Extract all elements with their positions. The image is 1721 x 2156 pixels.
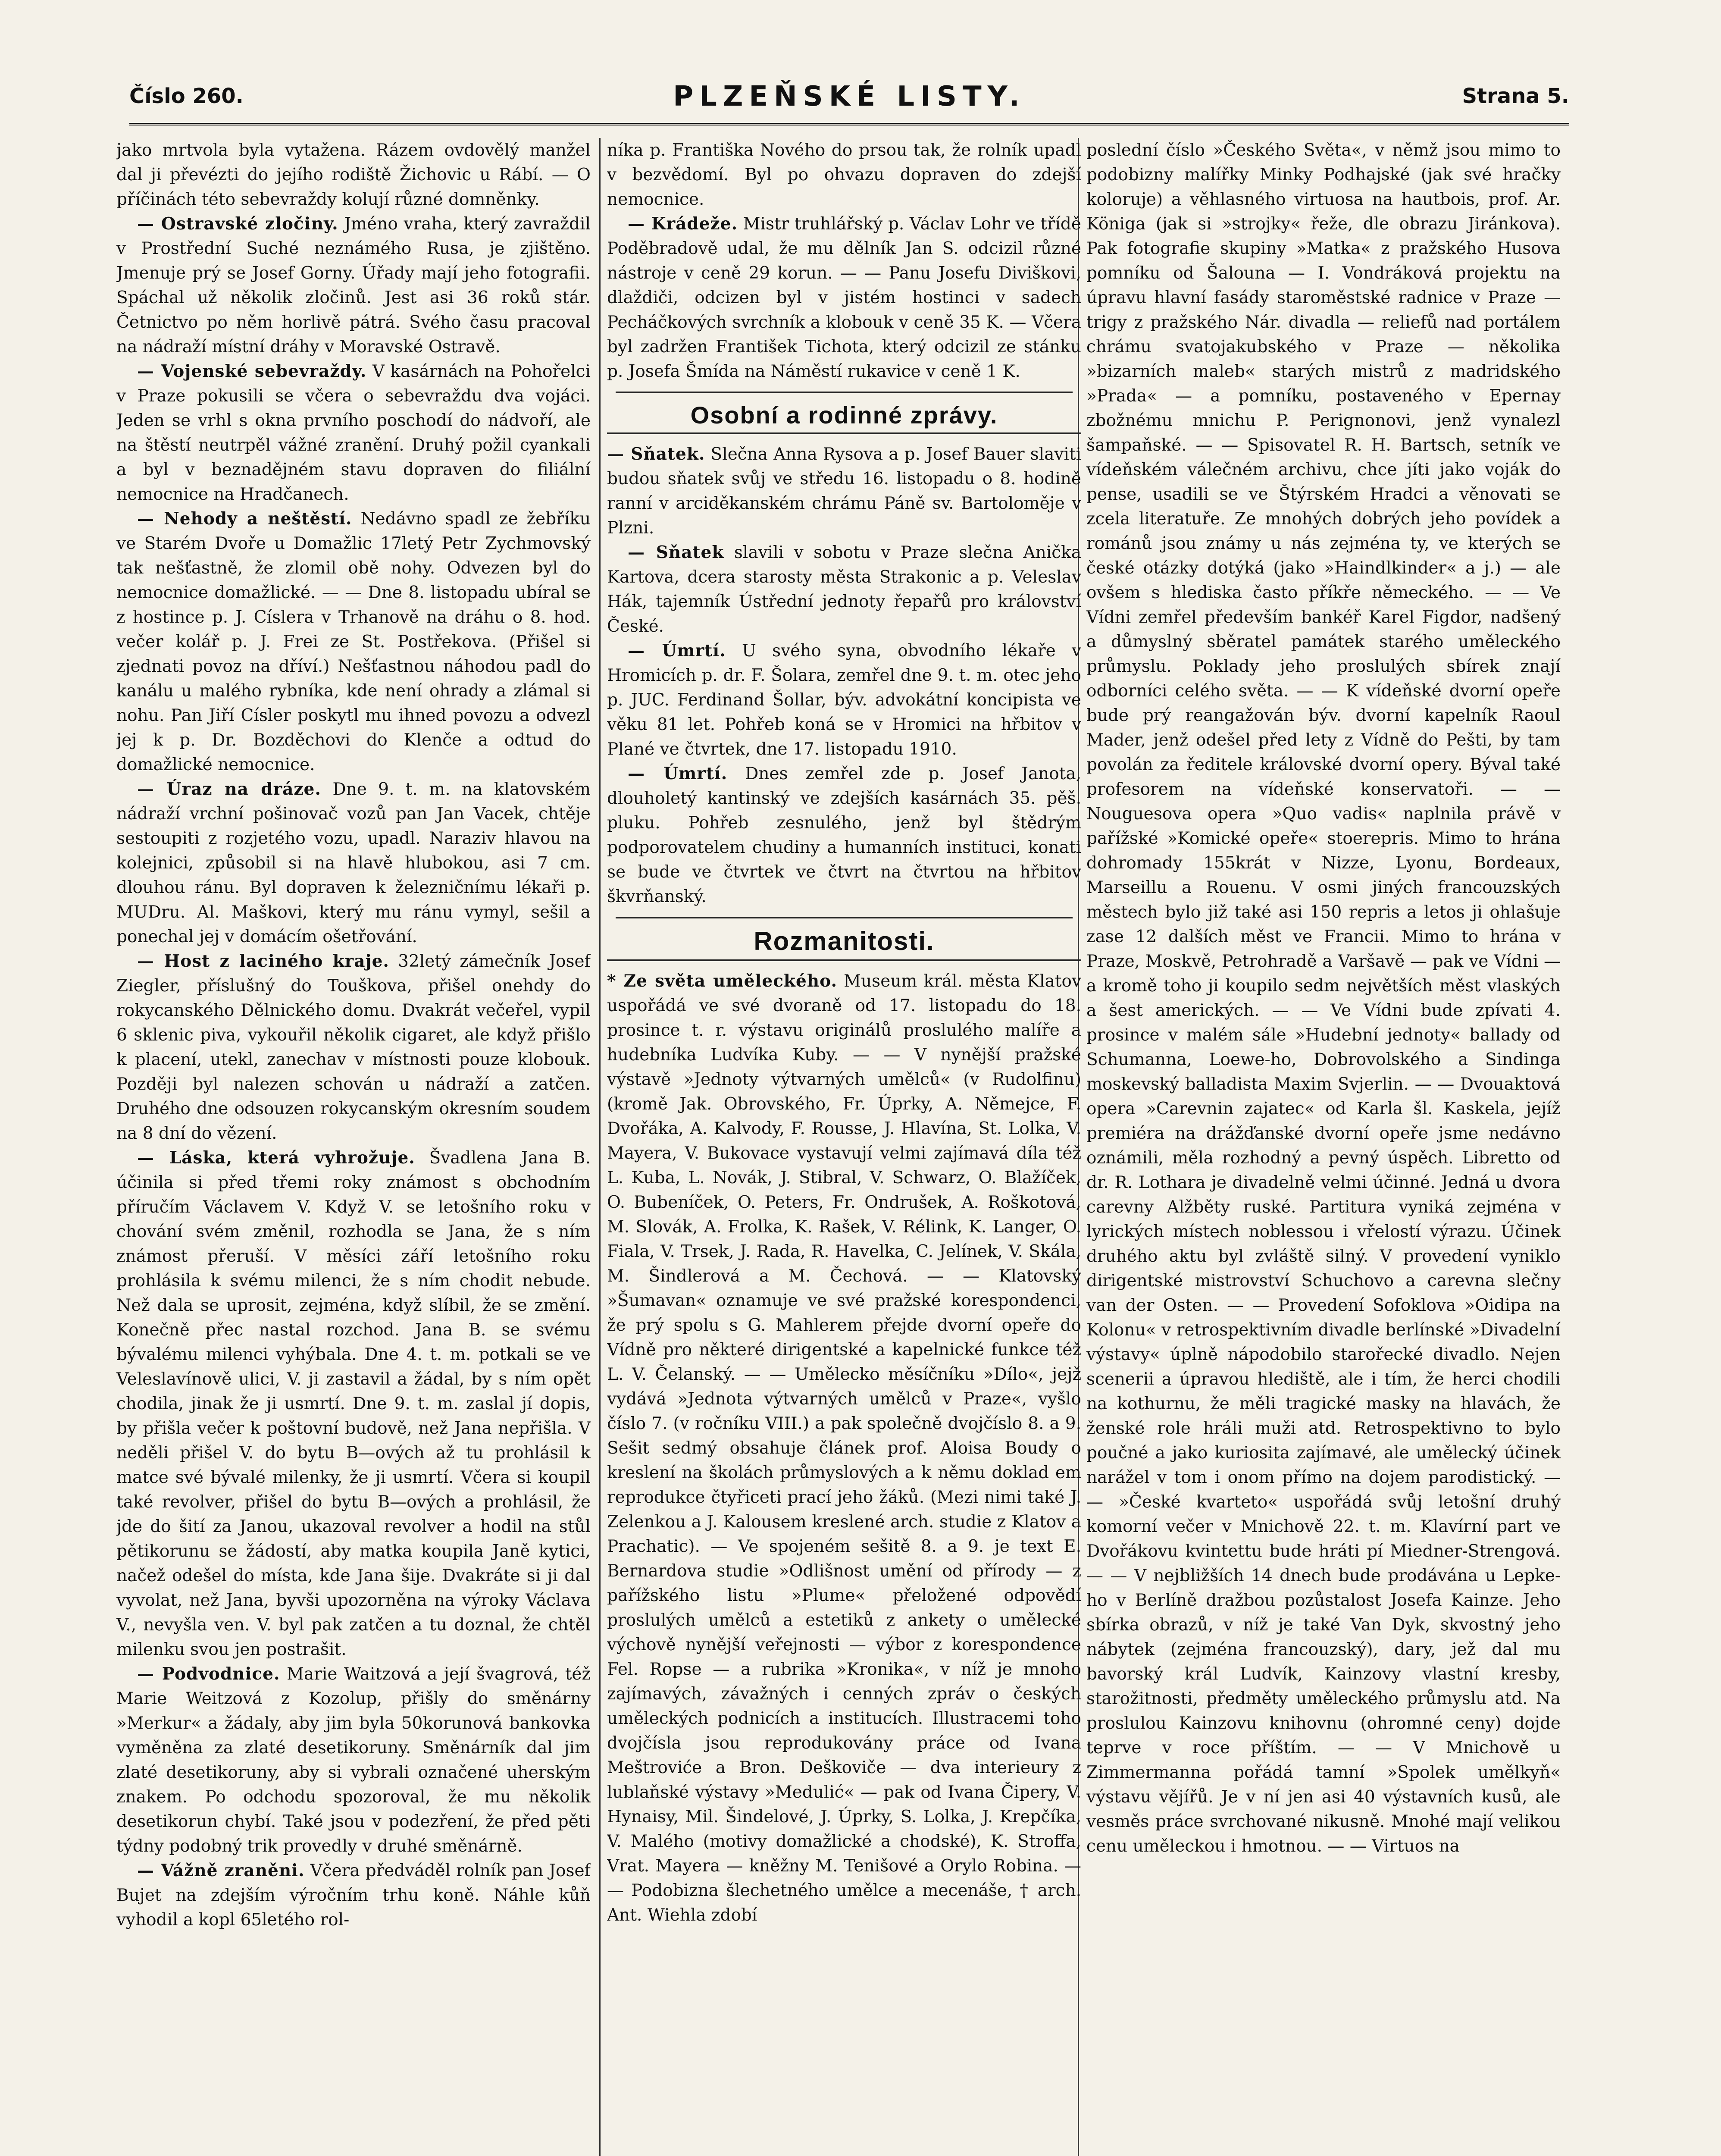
section-heading-miscellany: Rozmanitosti. [607,926,1081,961]
article-heading: — Úmrtí. [628,641,726,661]
article-heading: — Úraz na dráze. [137,779,321,799]
article-heading: — Nehody a neštěstí. [137,509,352,529]
newspaper-title: PLZEŇSKÉ LISTY. [673,81,1026,113]
article-text: Dnes zemřel zde p. Josef Janota, dlouholetý kantinský ve zdejších kasárnách 35. pěš. pluku. Pohřeb zesnulého, jenž byl štědrým podporovatelem chudiny a humanních instituci, konati se bude ve čtvrtek ve čtvrt na čtvrtou na hřbitov škvrňanský. [607,764,1081,906]
column-2-mid [607,442,1081,909]
masthead [129,81,1569,114]
article-text: Nedávno spadl ze žebříku ve Starém Dvoře u Domažlic 17letý Petr Zychmovský tak nešťastně, že zlomil obě nohy. Odvezen byl do nemocnice domažlické. — — Dne 8. listopadu ubíral se z hostince p. J. Císlera v Trhanově na dráhu o 8. hod. večer kolář p. J. Frei ze St. Postřekova. (Přišel si zjednati povoz na dříví.) Nešťastnou náhodou padl do kanálu u malého rybníka, kde není ohrady a zlámal si nohu. Pan Jiří Císler poskytl mu ihned povozu a odvezl jej k p. Dr. Bozděchovi do Klenče a odtud do domažlické nemocnice. [116,509,591,774]
article-heading: — Host z laciného kraje. [137,951,389,971]
article-heading: — Vojenské sebevraždy. [137,361,367,381]
article-paragraph [116,212,591,359]
column-2-bottom [607,969,1081,1927]
section-divider [616,917,1073,918]
issue-number: Číslo 260. [129,84,244,108]
article-heading: — Sňatek [628,542,724,562]
article-heading: — Krádeže. [628,214,738,234]
column-separator [599,138,601,2156]
article-text: V kasárnách na Pohořelci v Praze pokusili se včera o sebevraždu dva vojáci. Jeden se vrhl s okna prvního poschodí do nádvoří, ale na štěstí neutrpěl vážné zranění. Druhý požil cyankali a byl v beznadějném stavu dopraven do filiální nemocnice na Hradčanech. [116,362,591,504]
column-2 [607,138,1081,2156]
article-text: 32letý zámečník Josef Ziegler, příslušný do Touškova, přišel onehdy do rokycanského Dělnického domu. Dvakrát večeřel, vypil 6 sklenic piva, vykouřil několik cigaret, ale když přišlo k placení, utekl, zanechav v místnosti pouze klobouk. Později byl nalezen schován u nádraží a zatčen. Druhého dne odsouzen rokycanským okresním soudem na 8 dní do vězení. [116,952,591,1143]
article-heading: — Ostravské zločiny. [137,214,338,234]
article-text: poslední číslo »Českého Světa«, v němž jsou mimo to podobizny malířky Minky Podhajské (jak své hračky koloruje) a věhlasného virtuosa na hautbois, prof. Ar. Königa (jak si »strojky« řeže, dle obrazu Jiránkova). Pak fotografie skupiny »Matka« z pražského Husova pomníku od Šalouna — I. Vondráková projektu na úpravu hlavní fasády staroměstské radnice v Praze — trigy z pražského Nár. divadla — reliefů nad portálem chrámu svatojakubského v Praze — několika »bizarních maleb« starých mistrů z madridského »Prada« — a pomníku, postaveného v Epernay zbožnému mnichu P. Perignonovi, jenž vynalezl šampaňské. — — Spisovatel R. H. Bartsch, setník ve vídeňském válečném archivu, chce jíti jako voják do pense, usadili se ve Štýrském Hradci a věnovati se zcela literatuře. Ze mnohých dobrých jeho povídek a románů jsou známy u nás zejména ty, ve kterých se české otázky dotýká (jako »Haindlkinder« a j.) — ale ovšem s hlediska často příkře německého. — — Ve Vídni zemřel především bankéř Karel Figdor, nadšený a důmyslný sběratel památek starého uměleckého průmyslu. Poklady jeho proslulých sbírek znají odborníci celého světa. — — K vídeňské dvorní opeře bude prý reangažován býv. dvorní kapelník Raoul Mader, jenž odešel před lety z Vídně do Pešti, by tam povolán za ředitele královské dvorní opery. Býval také profesorem na vídeňské konservatoři. — — Nouguesova opera »Quo vadis« naplnila právě v pařížské »Komické opeře« stoerepris. Mimo to hrána dohromady 155krát v Nizze, Lyonu, Bordeaux, Marseillu a Rouenu. V osmi jiných francouzských městech bylo již také asi 150 repris a letos ji ohlašuje zase 12 dalších měst ve Francii. Mimo to hrána v Praze, Moskvě, Petrohradě a Varšavě — pak ve Vídni — a kromě toho ji koupilo sedm největších měst vlaských a šest amerických. — — Ve Vídni bude zpívati 4. prosince v malém sále »Hudební jednoty« ballady od Schumanna, Loewe-ho, Dobrovolského a Sindinga moskevský balladista Maxim Svjerlin. — — Dvouaktová opera »Carevnin zajatec« od Karla šl. Kaskela, jejíž premiéra na drážďanské dvorní opeře jsme nedávno oznámili, měla rozhodný a pevný úspěch. Libretto od dr. R. Lothara je divadelně velmi účinné. Jedná u dvora carevny Alžběty ruské. Partitura vyniká zejména v lyrických místech noblessou i vřelostí výrazu. Účinek druhého aktu byl zvláště silný. V provedení vyniklo dirigentské mistrovství Schuchovo a carevna slečny van der Osten. — — Provedení Sofoklova »Oidipa na Kolonu« v retrospektivním divadle berlínské »Divadelní výstavy« úplně nápodobilo starořecké divadlo. Nejen scenerii a úpravou hlediště, ale i tím, že herci chodili na kothurnu, že měli tragické masky na hlavách, že ženské role hráli muži atd. Retrospektivno to bylo poučné a jako kuriosita zajímavé, ale umělecký účinek narážel v tom i onom přímo na dojem parodistický. — — »České kvarteto« uspořádá svůj letošní druhý komorní večer v Mnichově 22. t. m. Klavírní part ve Dvořákovu kvintettu bude hráti pí Miedner-Strengová. — — V nejbližších 14 dnech bude prodávána u Lepke-ho v Berlíně dražbou pozůstalost Josefa Kainze. Jeho sbírka obrazů, v níž je také Van Dyk, skvostný jeho nábytek (zejména francouzský), dary, jež dal mu bavorský král Ludvík, Kainzovy vlastní kresby, starožitnosti, předměty uměleckého průmyslu atd. Na proslulou Kainzovu knihovnu (ohromné ceny) dojde teprve v roce příštím. — — V Mnichově u Zimmermanna pořádá tamní »Spolek umělkyň« výstavu vějířů. Je v ní jen asi 40 výstavních kusů, ale vesměs práce svrchované nikusně. Mnohé mají velikou cenu uměleckou i hmotnou. — — Virtuos na [1086,141,1561,1856]
section-divider [616,392,1073,393]
column-3 [1086,138,1561,2156]
article-text: Slečna Anna Rysova a p. Josef Bauer slaviti budou sňatek svůj ve středu 16. listopadu o 8. hodině ranní v arciděkanském chrámu Páně sv. Bartoloměje v Plzni. [607,445,1081,538]
article-text: Jméno vraha, který zavraždil v Prostřední Suché neznámého Rusa, je zjištěno. Jmenuje prý se Josef Gorny. Úřady mají jeho fotografii. Spáchal už několik zločinů. Jest asi 36 roků stár. Četnictvo po něm horlivě pátrá. Svého času pracoval na nádraží místní dráhy v Moravské Ostravě. [116,214,591,357]
article-text: Švadlena Jana B. účinila si před třemi roky známost s obchodním příručím Václavem V. Když V. se letošního roku v chování svém změnil, rozhodla se Jana, že s ním známost přeruší. V měsíci září letošního roku prohlásila k svému milenci, že s ním chodit nebude. Než dala se uprosit, zejména, když slíbil, že se změní. Konečně přec nastal rozchod. Jana B. se svému bývalému milenci vyhýbala. Dne 4. t. m. potkali se ve Veleslavínově ulici, V. ji zastavil a žádal, by s ním opět chodila, jinak že ji usmrtí. Dne 9. t. m. zaslal jí dopis, by přišla večer k poštovní budově, než Jana nepřišla. V neděli přišel V. do bytu B—ových až tu prohlásil k matce své bývalé milenky, že ji usmrtí. Včera si koupil také revolver, přišel do bytu B—ových a prohlásil, že jde do šití za Janou, ukazoval revolver a hodil na stůl pětikorunu se žádostí, aby matka koupila Janě kytici, načež odešel do místa, kde Jana šije. Dvakráte si ji dal vyvolat, než Jana, byvši upozorněna na výroky Václava V., nevyšla ven. V. byl pak zatčen a tu doznal, že chtěl milenku svou jen postrašit. [116,1148,591,1659]
article-text: Museum král. města Klatov uspořádá ve své dvoraně od 17. listopadu do 18. prosince t. r. výstavu originálů proslulého malíře a hudebníka Ludvíka Kuby. — — V nynější pražské výstavě »Jednoty výtvarných umělců« (v Rudolfinu) (kromě Jak. Obrovského, Fr. Úprky, A. Němejce, F. Dvořáka, A. Kalvody, F. Rousse, J. Hlavína, St. Lolka, V. Mayera, V. Bukovace vystavují velmi zajímavá díla též L. Kuba, L. Novák, J. Stibral, V. Schwarz, O. Blažíček, O. Bubeníček, O. Peters, Fr. Ondrušek, A. Roškotová, M. Slovák, A. Frolka, K. Rašek, V. Rélink, K. Langer, O. Fiala, V. Trsek, J. Rada, R. Havelka, C. Jelínek, V. Skála, M. Šindlerová a M. Čechová. — — Klatovský »Šumavan« oznamuje ve své pražské korespondenci, že prý spolu s G. Mahlerem přejde dvorní opeře do Vídně pro některé dirigentské a kapelnické funkce též L. V. Čelanský. — — Umělecko měsíčníku »Dílo«, jejž vydává »Jednota výtvarných umělců v Praze«, vyšlo číslo 7. (v ročníku VIII.) a pak společně dvojčíslo 8. a 9. Sešit sedmý obsahuje článek prof. Aloisa Boudy o kreslení na školách průmyslových a k němu doklad em reprodukce čtyřiceti prací jeho žáků. (Mezi nimi také J. Zelenkou a J. Kalousem kreslené arch. studie z Klatov a Prachatic). — Ve spojeném sešitě 8. a 9. je text E. Bernardova studie »Odlišnost umění od přírody — z pařížského listu »Plume« přeložené odpovědí proslulých umělců a estetiků z ankety o umělecké výchově nynější veřejnosti — výbor z korespondence Fel. Ropse — a rubrika »Kronika«, v níž je mnoho zajímavých, závažných i cenných zpráv o českých uměleckých podnicích a institucích. Illustracemi toho dvojčísla jsou reprodukovány práce od Ivana Meštroviće a Bron. Deškoviče — dva interieury z lublaňské výstavy »Medulić« — pak od Ivana Čipery, V. Hynaisy, Mil. Šindelové, J. Úprky, S. Lolka, J. Krepčíka, V. Malého (motivy domažlické a chodské), K. Stroffa, Vrat. Mayera — kněžny M. Tenišové a Orylo Robina. — — Podobizna šlechetného umělce a mecenáše, † arch. Ant. Wiehla zdobí [607,971,1081,1925]
article-paragraph [116,138,591,212]
column-2-top [607,138,1081,384]
article-paragraph [607,639,1081,761]
article-paragraph [607,761,1081,909]
article-paragraph [116,777,591,949]
page-number: Strana 5. [1462,84,1569,108]
article-paragraph [116,1858,591,1932]
article-text: Mistr truhlářský p. Václav Lohr ve třídě Poděbradově udal, že mu dělník Jan S. odcizil různé nástroje v ceně 29 korun. — — Panu Josefu Diviškovi, dlaždiči, odcizen byl v jistém hostinci v sadech Pecháčkových svrchník a klobouk v ceně 35 K. — Včera byl zadržen František Tichota, který odcizil ze stánku p. Josefa Šmída na Náměstí rukavice v ceně 1 K. [607,214,1081,381]
article-paragraph [1086,138,1561,1858]
header-rule [129,123,1569,125]
article-heading: * Ze světa uměleckého. [607,971,838,991]
article-heading: — Podvodnice. [137,1664,280,1684]
article-paragraph [607,540,1081,639]
article-text: U svého syna, obvodního lékaře v Hromicích p. dr. F. Šolara, zemřel dne 9. t. m. otec jeho p. JUC. Ferdinand Šollar, býv. advokátní koncipista ve věku 81 let. Pohřeb koná se v Hromici na hřbitov v Plané ve čtvrtek, dne 17. listopadu 1910. [607,641,1081,759]
article-text: slavili v sobotu v Praze slečna Anička Kartova, dcera starosty města Strakonic a p. Veleslav Hák, tajemník Ústřední jednoty řepařů pro království České. [607,543,1081,636]
article-paragraph [607,212,1081,384]
article-text: jako mrtvola byla vytažena. Rázem ovdovělý manžel dal ji převézti do jejího rodiště Žichovic u Rábí. — O příčinách této sebevraždy kolují různé domněnky. [116,141,591,209]
article-paragraph [607,969,1081,1927]
article-paragraph [116,949,591,1146]
column-1 [116,138,591,2156]
article-text: Dne 9. t. m. na klatovském nádraží vrchní pošinovač vozů pan Jan Vacek, chtěje sestoupiti z rozjetého vozu, upadl. Naraziv hlavou na kolejnici, způsobil si na hlavě hlubokou, asi 7 cm. dlouhou ránu. Byl dopraven k železničnímu lékaři p. MUDru. Al. Maškovi, který mu ránu vymyl, sešil a ponechal jej v domácím ošetřování. [116,780,591,946]
article-paragraph [607,442,1081,540]
article-paragraph [116,507,591,777]
article-text: Včera předváděl rolník pan Josef Bujet na zdejším výročním trhu koně. Náhle kůň vyhodil a kopl 65letého rol- [116,1861,591,1930]
article-heading: — Vážně zraněni. [137,1861,305,1880]
article-text: níka p. Františka Nového do prsou tak, že rolník upadl v bezvědomí. Byl po ohvazu dopraven do zdejší nemocnice. [607,141,1081,209]
article-paragraph [116,1146,591,1662]
article-paragraph [607,138,1081,212]
article-paragraph [116,359,591,507]
article-heading: — Úmrtí. [628,764,728,783]
article-heading: — Sňatek. [607,444,705,464]
article-paragraph [116,1662,591,1858]
section-heading-personal: Osobní a rodinné zprávy. [607,401,1081,434]
article-heading: — Láska, která vyhrožuje. [137,1148,415,1168]
article-text: Marie Waitzová a její švagrová, též Marie Weitzová z Kozolup, přišly do směnárny »Merkur« a žádaly, aby jim byla 50korunová bankovka vyměněna za zlaté desetikoruny. Směnárník dal jim zlaté desetikoruny, aby si vybrali označené uherským znakem. Po odchodu spozoroval, že mu několik desetikorun chybí. Také jsou v podezření, že před pěti týdny podobný trik provedly v druhé směnárně. [116,1664,591,1856]
